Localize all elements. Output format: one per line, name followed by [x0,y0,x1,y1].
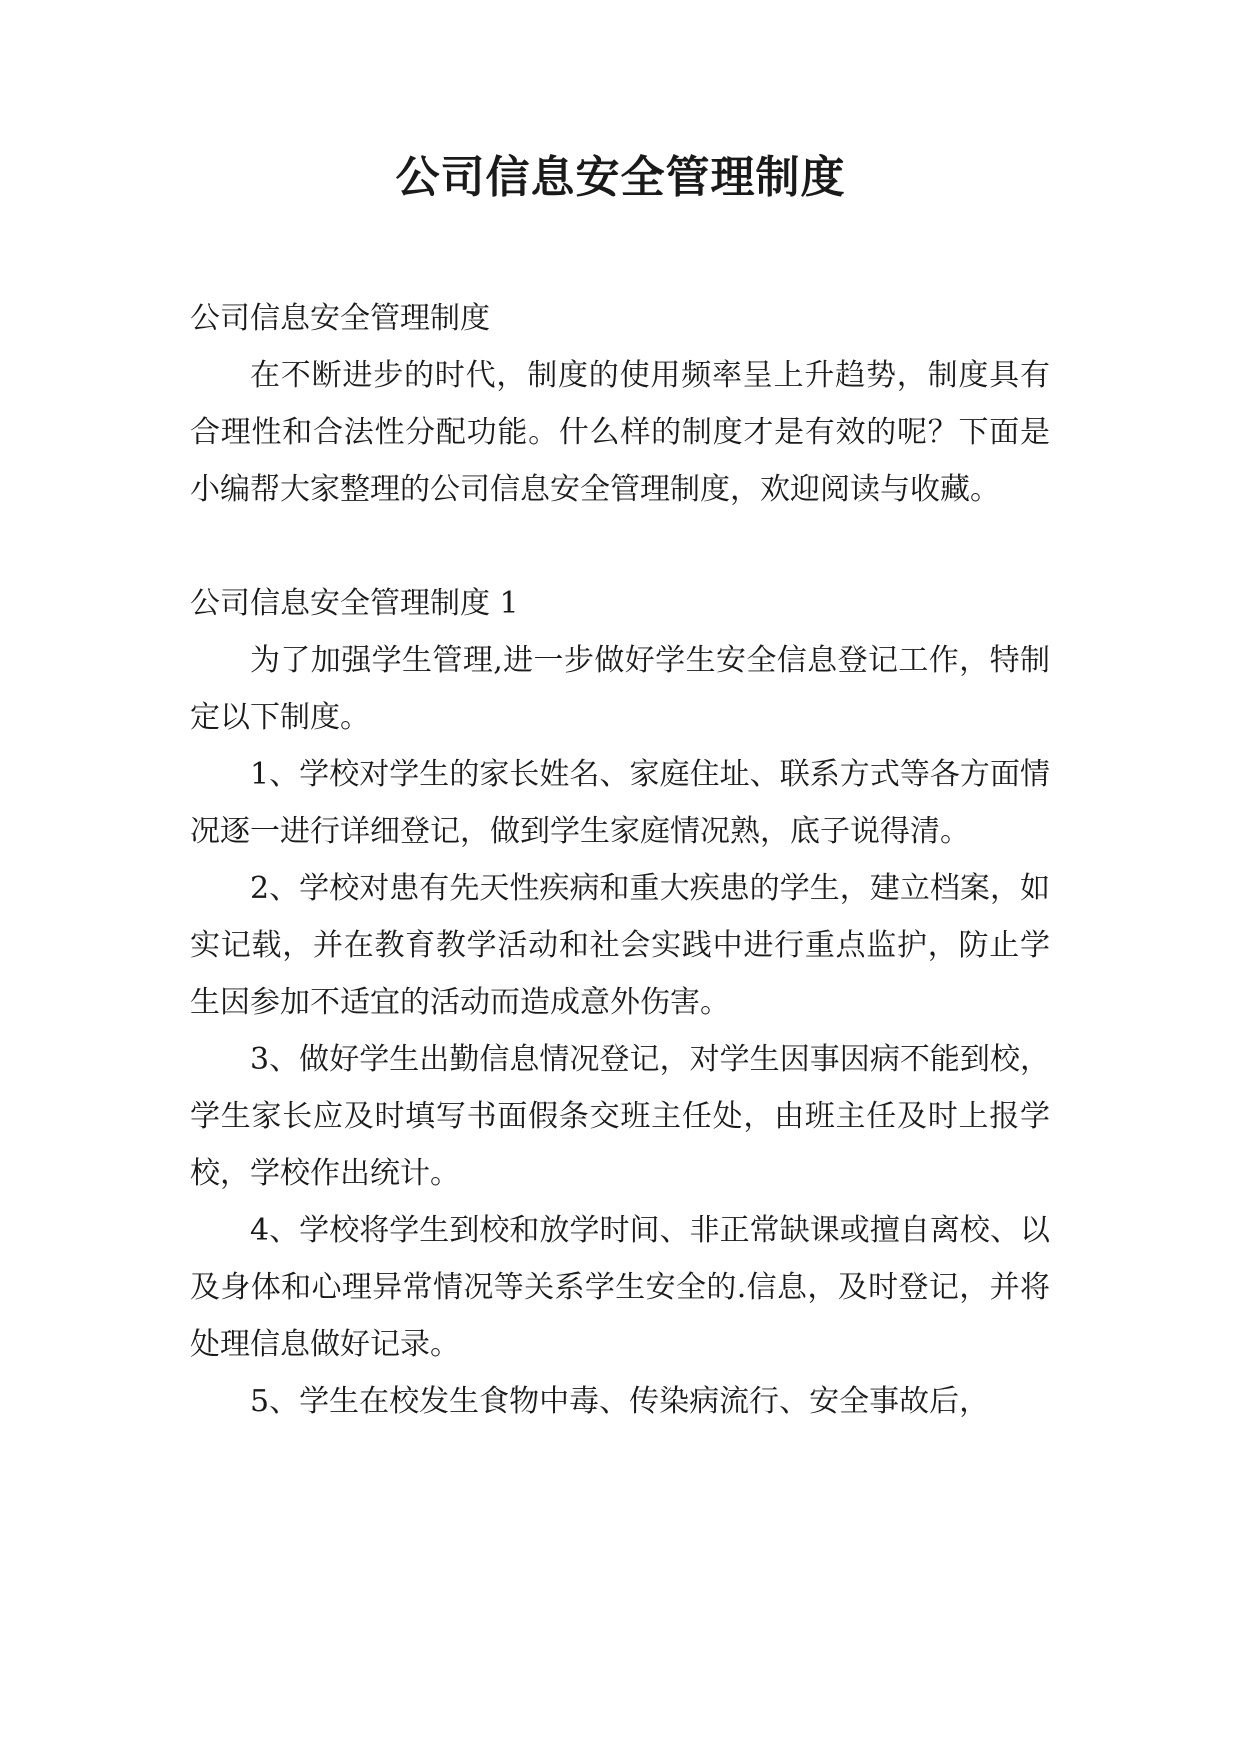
document-body [190,290,1050,1430]
intro-paragraph: 在不断进步的时代，制度的使用频率呈上升趋势，制度具有合理性和合法性分配功能。什么样的制度才是有效的呢？下面是小编帮大家整理的公司信息安全管理制度，欢迎阅读与收藏。 [190,358,1050,507]
rule-item-5: 5、学生在校发生食物中毒、传染病流行、安全事故后， [250,1384,990,1419]
document-title: 公司信息安全管理制度 [395,152,846,203]
section-heading-1: 公司信息安全管理制度 1 [190,586,519,621]
section-heading-intro: 公司信息安全管理制度 [190,301,490,336]
section-1-lead-paragraph: 为了加强学生管理,进一步做好学生安全信息登记工作，特制定以下制度。 [190,643,1050,735]
rule-item-4: 4、学校将学生到校和放学时间、非正常缺课或擅自离校、以及身体和心理异常情况等关系学生安全的.信息，及时登记，并将处理信息做好记录。 [190,1213,1050,1362]
paragraph-gap [190,518,1050,575]
rule-item-3: 3、做好学生出勤信息情况登记，对学生因事因病不能到校，学生家长应及时填写书面假条交班主任处，由班主任及时上报学校，学校作出统计。 [190,1042,1050,1191]
rule-item-2: 2、学校对患有先天性疾病和重大疾患的学生，建立档案，如实记载，并在教育教学活动和社会实践中进行重点监护，防止学生因参加不适宜的活动而造成意外伤害。 [190,871,1050,1020]
rule-item-1: 1、学校对学生的家长姓名、家庭住址、联系方式等各方面情况逐一进行详细登记，做到学生家庭情况熟，底子说得清。 [190,757,1050,849]
